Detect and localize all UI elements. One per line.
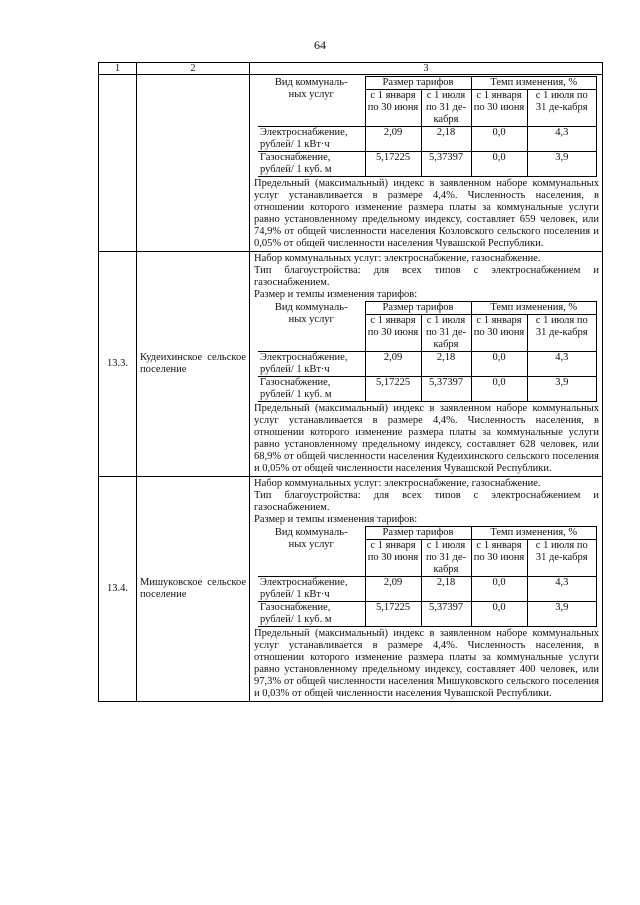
service-row	[258, 377, 597, 402]
change-rate-value: 3,9	[527, 377, 597, 402]
change-rate-value: 0,0	[471, 152, 527, 177]
tariff-table	[258, 301, 597, 402]
period-jul-dec: с 1 июля по 31 де-кабря	[421, 315, 471, 352]
period-jan-jun: с 1 января по 30 июня	[471, 540, 527, 577]
item-number	[99, 75, 137, 252]
item-number: 13.4.	[99, 477, 137, 702]
change-rate-header: Темп изменения, %	[471, 302, 597, 315]
period-jan-jun: с 1 января по 30 июня	[365, 540, 421, 577]
table-row	[99, 75, 603, 252]
service-label: Электроснабжение, рублей/ 1 кВт·ч	[258, 577, 365, 602]
tariff-size-header: Размер тарифов	[365, 302, 471, 315]
service-type-header: Вид коммуналь-ных услуг	[274, 76, 348, 100]
change-rate-value: 3,9	[527, 152, 597, 177]
settlement-name: Мишуковское сельское поселение	[137, 477, 250, 702]
period-jan-jun: с 1 января по 30 июня	[471, 315, 527, 352]
period-jul-dec: с 1 июля по 31 де-кабря	[421, 90, 471, 127]
service-row	[258, 127, 597, 152]
settlement-name	[137, 75, 250, 252]
tariff-table	[258, 526, 597, 627]
tariff-value: 5,17225	[365, 602, 421, 627]
change-rate-value: 4,3	[527, 577, 597, 602]
summary-paragraph: Предельный (максимальный) индекс в заявленном наборе коммунальных услуг устанавливается в размере 4,4%. Численность населения, в отношении которого изменение размера платы за коммунальные услуги равно установленному предельному индексу, составляет 628 человек, или 68,9% от общей численности населения Кудеихинского сельского поселения и 0,05% от общей численности населения Чувашской Республики.	[254, 403, 599, 474]
change-rate-value: 0,0	[471, 577, 527, 602]
service-label: Газоснабжение, рублей/ 1 куб. м	[258, 377, 365, 402]
tariff-value: 5,37397	[421, 602, 471, 627]
column-number-1: 1	[99, 63, 137, 75]
tariff-value: 5,37397	[421, 377, 471, 402]
change-rate-value: 4,3	[527, 127, 597, 152]
intro-line: Размер и темпы изменения тарифов:	[254, 289, 418, 300]
period-jan-jun: с 1 января по 30 июня	[471, 90, 527, 127]
summary-paragraph: Предельный (максимальный) индекс в заявленном наборе коммунальных услуг устанавливается в размере 4,4%. Численность населения, в отношении которого изменение размера платы за коммунальные услуги равно установленному предельному индексу, составляет 400 человек, или 97,3% от общей численности населения Мишуковского сельского поселения и 0,03% от общей численности населения Чувашской Республики.	[254, 628, 599, 699]
tariff-value: 2,09	[365, 352, 421, 377]
service-label: Газоснабжение, рублей/ 1 куб. м	[258, 152, 365, 177]
intro-line: Тип благоустройства: для всех типов с электроснабжением и газоснабжением.	[254, 265, 599, 288]
change-rate-value: 0,0	[471, 352, 527, 377]
summary-paragraph: Предельный (максимальный) индекс в заявленном наборе коммунальных услуг устанавливается в размере 4,4%. Численность населения, в отношении которого изменение размера платы за коммунальные услуги равно установленному предельному индексу, составляет 659 человек, или 74,9% от общей численности населения Козловского сельского поселения и 0,05% от общей численности населения Чувашской Республики.	[254, 178, 599, 249]
period-jan-jun: с 1 января по 30 июня	[365, 315, 421, 352]
table-row	[99, 477, 603, 702]
period-jul-dec: с 1 июля по 31 де-кабря	[527, 90, 597, 127]
change-rate-value: 3,9	[527, 602, 597, 627]
tariff-size-header: Размер тарифов	[365, 527, 471, 540]
change-rate-value: 0,0	[471, 602, 527, 627]
period-jul-dec: с 1 июля по 31 де-кабря	[421, 540, 471, 577]
document-table	[98, 62, 603, 702]
item-content	[250, 75, 603, 252]
item-number: 13.3.	[99, 252, 137, 477]
service-label: Газоснабжение, рублей/ 1 куб. м	[258, 602, 365, 627]
period-jul-dec: с 1 июля по 31 де-кабря	[527, 540, 597, 577]
tariff-value: 2,09	[365, 127, 421, 152]
tariff-value: 5,17225	[365, 152, 421, 177]
page-number: 64	[314, 38, 326, 52]
tariff-table	[258, 76, 597, 177]
service-row	[258, 577, 597, 602]
intro-line: Тип благоустройства: для всех типов с электроснабжением и газоснабжением.	[254, 490, 599, 513]
item-content	[250, 252, 603, 477]
tariff-value: 5,37397	[421, 152, 471, 177]
table-row	[99, 252, 603, 477]
service-row	[258, 352, 597, 377]
service-label: Электроснабжение, рублей/ 1 кВт·ч	[258, 127, 365, 152]
column-number-2: 2	[137, 63, 250, 75]
column-number-3: 3	[250, 63, 603, 75]
service-type-header: Вид коммуналь-ных услуг	[274, 526, 348, 550]
change-rate-header: Темп изменения, %	[471, 77, 597, 90]
tariff-value: 5,17225	[365, 377, 421, 402]
service-row	[258, 602, 597, 627]
tariff-value: 2,09	[365, 577, 421, 602]
service-label: Электроснабжение, рублей/ 1 кВт·ч	[258, 352, 365, 377]
tariff-size-header: Размер тарифов	[365, 77, 471, 90]
change-rate-value: 0,0	[471, 127, 527, 152]
period-jan-jun: с 1 января по 30 июня	[365, 90, 421, 127]
tariff-value: 2,18	[421, 577, 471, 602]
tariff-value: 2,18	[421, 127, 471, 152]
period-jul-dec: с 1 июля по 31 де-кабря	[527, 315, 597, 352]
tariff-value: 2,18	[421, 352, 471, 377]
settlement-name: Кудеихинское сельское поселение	[137, 252, 250, 477]
intro-line: Размер и темпы изменения тарифов:	[254, 514, 418, 525]
intro-line: Набор коммунальных услуг: электроснабжение, газоснабжение.	[254, 253, 541, 264]
service-type-header: Вид коммуналь-ных услуг	[274, 301, 348, 325]
intro-line: Набор коммунальных услуг: электроснабжение, газоснабжение.	[254, 478, 541, 489]
item-content	[250, 477, 603, 702]
column-number-row	[99, 63, 603, 75]
change-rate-value: 0,0	[471, 377, 527, 402]
service-row	[258, 152, 597, 177]
change-rate-value: 4,3	[527, 352, 597, 377]
change-rate-header: Темп изменения, %	[471, 527, 597, 540]
